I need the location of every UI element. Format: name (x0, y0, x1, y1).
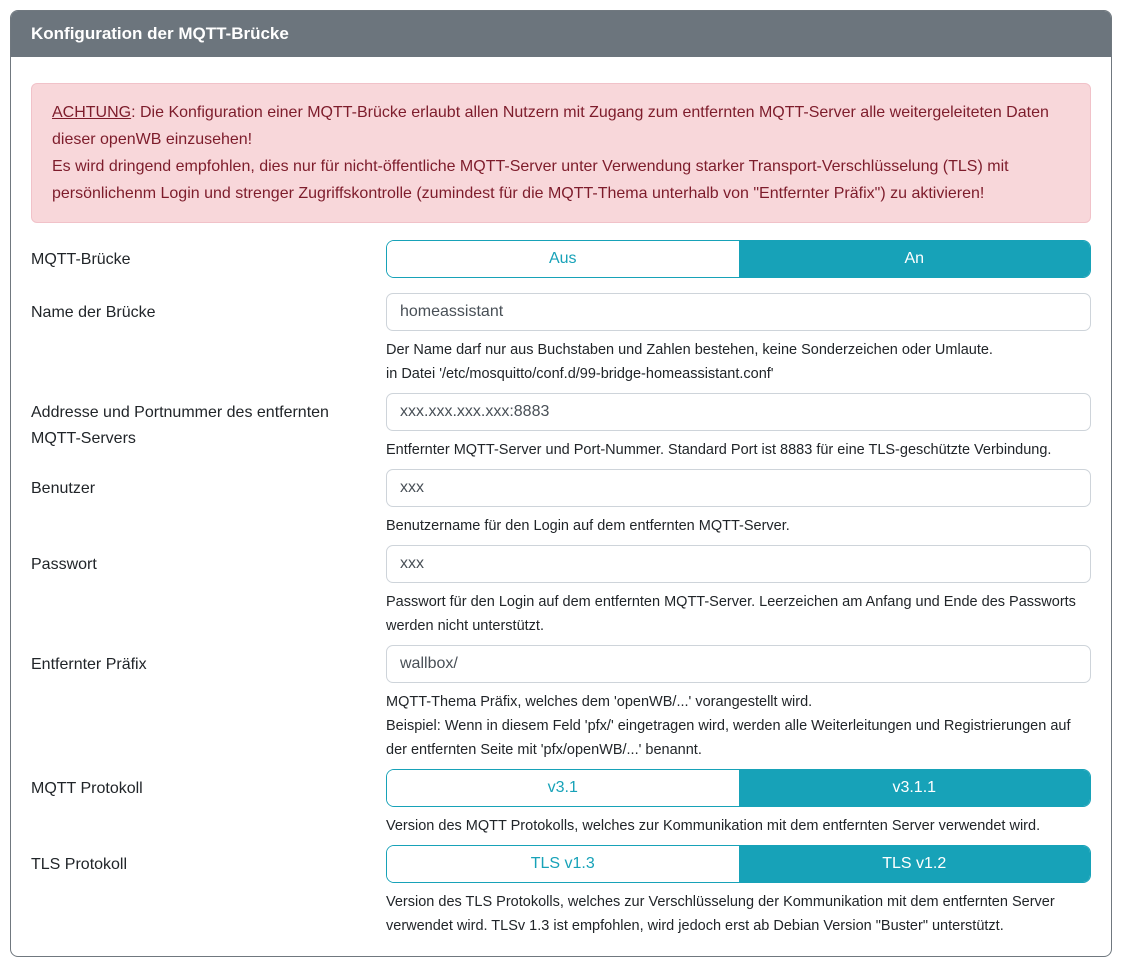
mqtt-protocol-help: Version des MQTT Protokolls, welches zur Kommunikation mit dem entfernten Server verwendet wird. (386, 818, 1041, 834)
bridge-on-button[interactable]: An (739, 241, 1091, 277)
warning-attention-label: ACHTUNG (52, 104, 132, 121)
user-label: Benutzer (31, 480, 96, 497)
form-row-password (31, 545, 1091, 638)
user-control (386, 469, 1091, 538)
mqtt-protocol-label: MQTT Protokoll (31, 780, 143, 797)
remote-prefix-control (386, 645, 1091, 762)
mqtt-bridge-label: MQTT-Brücke (31, 251, 131, 268)
warning-alert (31, 83, 1091, 223)
form-row-bridge-name (31, 293, 1091, 386)
mqtt-protocol-v31-button[interactable]: v3.1 (387, 770, 739, 806)
form-row-mqtt-bridge (31, 240, 1091, 278)
bridge-name-label: Name der Brücke (31, 304, 156, 321)
tls-v13-button[interactable]: TLS v1.3 (387, 846, 739, 882)
mqtt-protocol-control (386, 769, 1091, 838)
password-control (386, 545, 1091, 638)
form-row-remote-prefix (31, 645, 1091, 762)
page-title: Konfiguration der MQTT-Brücke (31, 24, 289, 43)
card-body (11, 57, 1111, 956)
server-address-input[interactable] (386, 393, 1091, 431)
bridge-name-control (386, 293, 1091, 386)
form-row-server-address (31, 393, 1091, 462)
bridge-off-button[interactable]: Aus (387, 241, 739, 277)
form-row-user (31, 469, 1091, 538)
mqtt-protocol-toggle-group (386, 769, 1091, 807)
mqtt-bridge-toggle-group (386, 240, 1091, 278)
remote-prefix-help-2: Beispiel: Wenn in diesem Feld 'pfx/' eingetragen wird, werden alle Weiterleitungen und Registrierungen auf der entfernten Seite mit 'pfx/openWB/...' benannt. (386, 718, 1071, 758)
tls-protocol-label: TLS Protokoll (31, 856, 128, 873)
server-address-label: Addresse und Portnummer des entfernten MQTT-Servers (31, 404, 329, 447)
bridge-name-help-2: in Datei '/etc/mosquitto/conf.d/99-bridge-homeassistant.conf' (386, 366, 774, 382)
bridge-name-help-1: Der Name darf nur aus Buchstaben und Zahlen bestehen, keine Sonderzeichen oder Umlaute. (386, 342, 993, 358)
remote-prefix-help-1: MQTT-Thema Präfix, welches dem 'openWB/...' vorangestellt wird. (386, 694, 813, 710)
password-help: Passwort für den Login auf dem entfernten MQTT-Server. Leerzeichen am Anfang und Ende des Passworts werden nicht unterstützt. (386, 594, 1076, 634)
tls-v12-button[interactable]: TLS v1.2 (739, 846, 1091, 882)
mqtt-protocol-v311-button[interactable]: v3.1.1 (739, 770, 1091, 806)
bridge-name-input[interactable] (386, 293, 1091, 331)
page (0, 10, 1122, 972)
mqtt-bridge-config-card (10, 10, 1112, 957)
password-input[interactable] (386, 545, 1091, 583)
remote-prefix-input[interactable] (386, 645, 1091, 683)
server-address-help: Entfernter MQTT-Server und Port-Nummer. Standard Port ist 8883 für eine TLS-geschützte Verbindung. (386, 442, 1052, 458)
tls-protocol-toggle-group (386, 845, 1091, 883)
form-row-mqtt-protocol (31, 769, 1091, 838)
warning-alert-paragraph-1 (52, 99, 1070, 153)
warning-line1: : Die Konfiguration einer MQTT-Brücke erlaubt allen Nutzern mit Zugang zum entfernten MQTT-Server alle weitergeleiteten Daten dieser openWB einzusehen! (52, 104, 1049, 148)
username-input[interactable] (386, 469, 1091, 507)
form-row-tls-protocol (31, 845, 1091, 938)
tls-protocol-help: Version des TLS Protokolls, welches zur Verschlüsselung der Kommunikation mit dem entfernten Server verwendet wird. TLSv 1.3 ist empfohlen, wird jedoch erst ab Debian Version "Buster" unterstützt. (386, 894, 1055, 934)
server-address-control (386, 393, 1091, 462)
password-label: Passwort (31, 556, 97, 573)
tls-protocol-control (386, 845, 1091, 938)
card-header (11, 11, 1111, 57)
user-help: Benutzername für den Login auf dem entfernten MQTT-Server. (386, 518, 790, 534)
mqtt-bridge-control (386, 240, 1091, 278)
warning-alert-paragraph-2: Es wird dringend empfohlen, dies nur für nicht-öffentliche MQTT-Server unter Verwendung starker Transport-Verschlüsselung (TLS) mit persönlichenm Login und strenger Zugriffskontrolle (zumindest für die MQTT-Thema unterhalb von "Entfernter Präfix") zu aktivieren! (52, 158, 1009, 202)
remote-prefix-label: Entfernter Präfix (31, 656, 147, 673)
